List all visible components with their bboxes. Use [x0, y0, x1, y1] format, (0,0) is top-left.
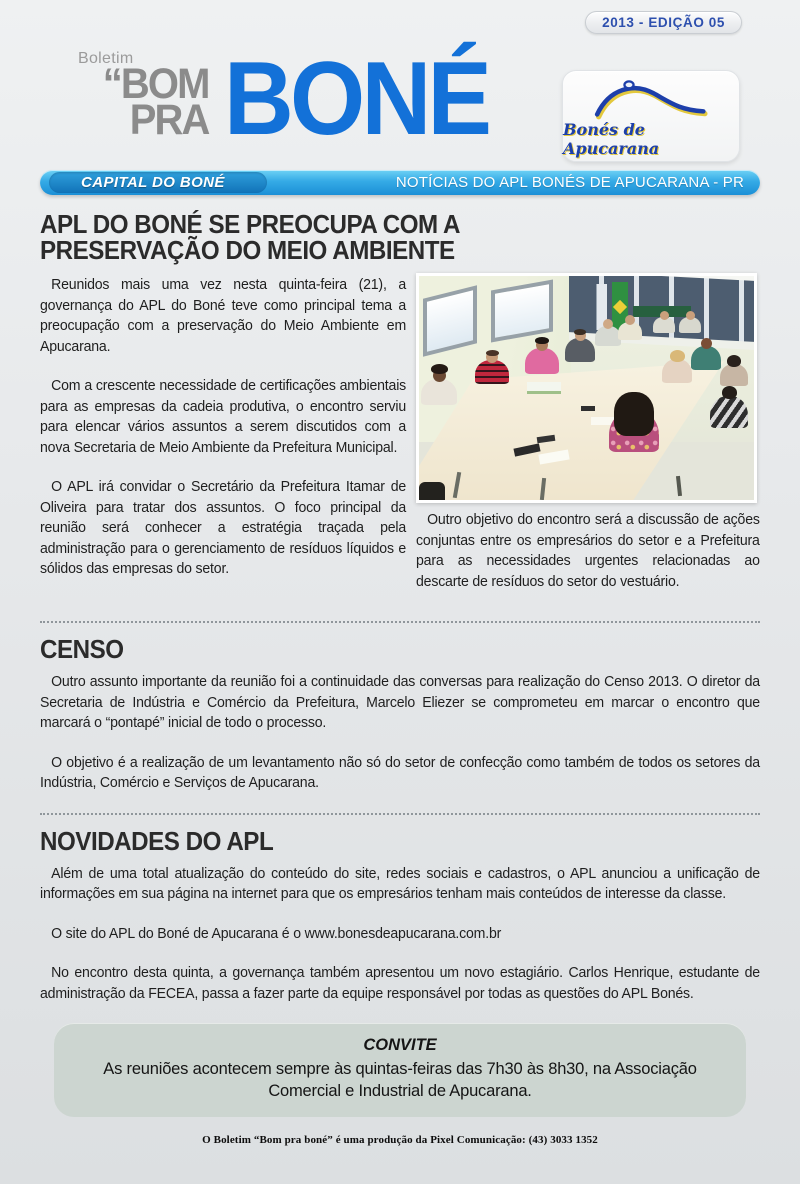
brand-logo-box	[562, 70, 740, 162]
photo-table-item	[527, 382, 561, 394]
photo-person	[662, 350, 692, 383]
article-title-line2: PRESERVAÇÃO DO MEIO AMBIENTE	[40, 235, 455, 265]
article-photo-column	[416, 273, 760, 592]
cap-logo-icon	[586, 78, 716, 122]
censo-title: CENSO	[40, 634, 124, 664]
content	[40, 211, 760, 1146]
wordmark-line1: “BOM	[102, 60, 209, 108]
photo-person	[421, 364, 457, 405]
photo-window	[491, 280, 553, 343]
footer-credit: O Boletim “Bom pra boné” é uma produção da Pixel Comunicação: (43) 3033 1352	[202, 1134, 598, 1146]
article-paragraph: O APL irá convidar o Secretário da Prefeitura Itamar de Oliveira para tratar dos assuntos. O foco principal da reunião será conhecer a estratégia traçada pela administração para o gerenciamento de resíduos líquidos e sólidos das empresas do setor.	[40, 478, 407, 577]
photo-person	[475, 350, 509, 384]
article-body	[40, 273, 760, 607]
censo-paragraph: Outro assunto importante da reunião foi a continuidade das conversas para realização do Censo 2013. O diretor da Secretaria de Indústria e Comércio da Prefeitura, Marcelo Eliezer se comprometeu em marcar o encontro que marcará o “pontapé” inicial de todo o processo.	[40, 673, 760, 731]
masthead-kicker: Boletim	[78, 50, 134, 67]
novidades-paragraph: No encontro desta quinta, a governança também apresentou um novo estagiário. Carlos Henrique, estudante de administração da FECEA, passa a fazer parte da equipe responsável por todas as questões do APL Bonés.	[40, 964, 760, 1002]
photo-person	[618, 320, 642, 340]
brand-name: Bonés de Apucarana	[563, 120, 660, 158]
invite-text: As reuniões acontecem sempre às quintas-feiras das 7h30 às 8h30, na Associação Comercial e Industrial de Apucarana.	[103, 1060, 697, 1100]
article-text-column	[40, 275, 406, 599]
masthead	[40, 0, 760, 168]
article-paragraph: Com a crescente necessidade de certificações ambientais para as empresas da cadeia produtiva, o encontro serviu para elencar vários assuntos a serem discutidos com a nova Secretaria de Meio Ambiente da Prefeitura Municipal.	[40, 377, 407, 456]
novidades-body	[40, 864, 760, 1005]
photo-flag-diamond	[613, 300, 627, 314]
photo-caption-wrap	[416, 510, 760, 592]
banner-left-label: CAPITAL DO BONÉ	[81, 174, 225, 191]
photo-bag	[419, 482, 445, 500]
censo-paragraph: O objetivo é a realização de um levantamento não só do setor de confecção como também de todos os setores da Indústria, Comércio e Serviços de Apucarana.	[40, 753, 760, 791]
banner-right-label: NOTÍCIAS DO APL BONÉS DE APUCARANA - PR	[395, 174, 744, 191]
article-paragraph: Reunidos mais uma vez nesta quinta-feira (21), a governança do APL do Boné teve como principal tema a preocupação com a preservação do Meio Ambiente em Apucarana.	[40, 276, 407, 355]
photo-person	[525, 337, 559, 374]
wordmark-bom-pra	[58, 60, 209, 144]
banner-left-pill	[49, 172, 267, 193]
photo-person	[710, 386, 748, 428]
invite-title: CONVITE	[363, 1036, 437, 1054]
photo-person	[691, 343, 721, 370]
photo-person	[720, 355, 748, 386]
photo-person	[565, 329, 595, 362]
edition-badge-label: 2013 - EDIÇÃO 05	[602, 15, 725, 30]
photo-person	[679, 316, 701, 333]
censo-body	[40, 672, 760, 794]
photo-person	[609, 392, 659, 452]
invite-box	[54, 1023, 746, 1117]
photo-person	[653, 316, 675, 333]
wordmark-line2: PRA	[129, 96, 209, 144]
wordmark-bone: BONÉ	[224, 41, 489, 157]
section-divider	[40, 813, 760, 815]
article-title-line1: APL DO BONÉ SE PREOCUPA COM A	[40, 209, 461, 239]
section-divider	[40, 621, 760, 623]
novidades-site-line: O site do APL do Boné de Apucarana é o www.bonesdeapucarana.com.br	[51, 924, 502, 942]
photo-table-item	[581, 406, 595, 411]
photo-caption: Outro objetivo do encontro será a discussão de ações conjuntas entre os empresários do setor e a Prefeitura para as necessidades urgentes relacionadas ao descarte de resíduos do setor do vestuário.	[416, 511, 760, 590]
novidades-title: NOVIDADES DO APL	[40, 825, 274, 856]
article-title	[40, 211, 709, 263]
banner-strip	[40, 170, 760, 195]
novidades-paragraph: Além de uma total atualização do conteúdo do site, redes sociais e cadastros, o APL anunciou a unificação de informações em sua página na internet para que os empresários tenham mais conteúdos de interesse da classe.	[40, 864, 760, 902]
meeting-photo	[416, 273, 757, 503]
